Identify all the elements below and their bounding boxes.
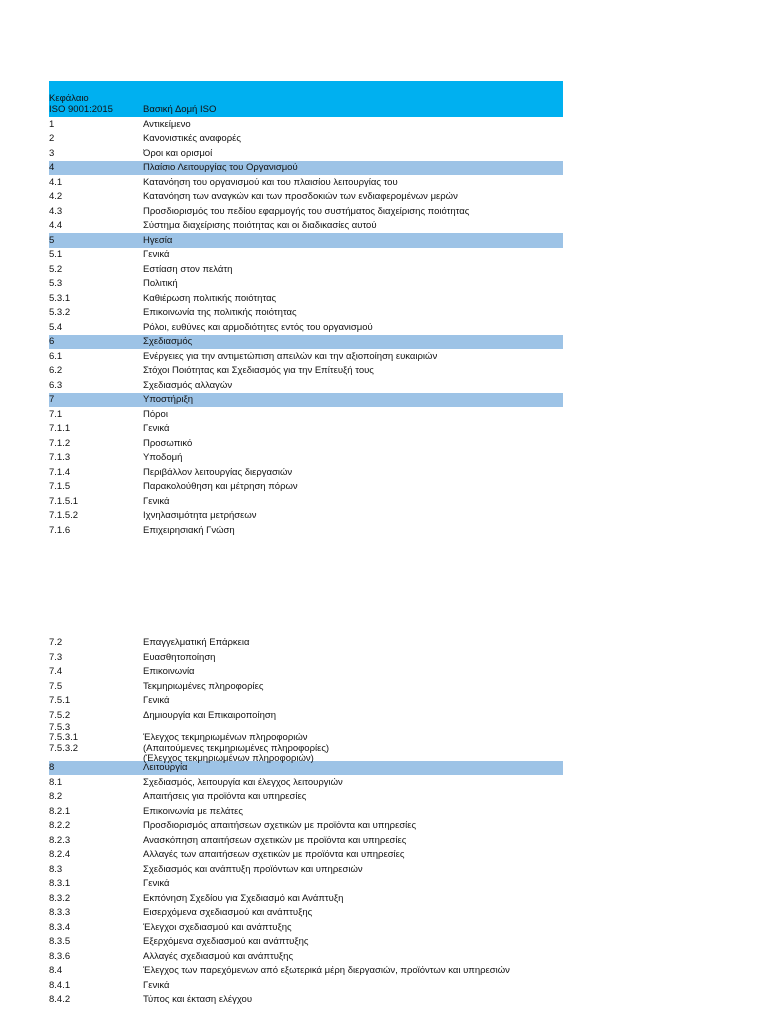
table-row (49, 993, 563, 1008)
row-text: Όροι και ορισμοί (143, 147, 213, 159)
table-row (49, 190, 563, 205)
row-number: 8.2.2 (49, 820, 71, 832)
row-number: 7.4 (49, 666, 63, 678)
table-row (49, 935, 563, 950)
row-text: Γενικά (143, 249, 170, 261)
row-text: Σύστημα διαχείρισης ποιότητας και οι διαδικασίες αυτού (143, 220, 377, 232)
row-number: 8.4 (49, 965, 63, 977)
row-number: 2 (49, 133, 55, 145)
row-text: Ενέργειες για την αντιμετώπιση απειλών και την αξιοποίηση ευκαιριών (143, 350, 438, 362)
table-row (49, 679, 563, 694)
row-number: 7.1.2 (49, 437, 71, 449)
row-text: Έλεγχος τεκμηριωμένων πληροφοριών (143, 732, 308, 743)
row-number: 7.5.2 (49, 709, 71, 721)
row-text: (Έλεγχος τεκμηριωμένων πληροφοριών) (143, 753, 314, 764)
row-text: Λειτουργία (143, 762, 188, 774)
row-text: Ρόλοι, ευθύνες και αρμοδιότητες εντός του οργανισμού (143, 321, 373, 333)
table-row (49, 636, 563, 651)
row-number: 8.2.3 (49, 834, 71, 846)
row-number: 7.1.6 (49, 524, 71, 536)
table-row (49, 862, 563, 877)
section-row (49, 393, 563, 408)
row-number: 7.1.5.1 (49, 495, 79, 507)
table-row (49, 833, 563, 848)
row-text: Επικοινωνία της πολιτικής ποιότητας (143, 307, 297, 319)
row-text: Σχεδιασμός αλλαγών (143, 379, 233, 391)
row-text: Εισερχόμενα σχεδιασμού και ανάπτυξης (143, 907, 313, 919)
row-text: Εκπόνηση Σχεδίου για Σχεδιασμό και Ανάπτυξη (143, 892, 344, 904)
section-row (49, 233, 563, 248)
row-number: 8.2.4 (49, 849, 71, 861)
table-row (49, 117, 563, 132)
row-text: Σχεδιασμός (143, 336, 193, 348)
row-number: 7.5.3 (49, 721, 71, 733)
table-row (49, 306, 563, 321)
table-row (49, 708, 563, 723)
table-row (49, 204, 563, 219)
header-structure-label: Βασική Δομή ISO (143, 104, 217, 115)
row-number: 7.1.5 (49, 481, 71, 493)
row-text: Επαγγελματική Επάρκεια (143, 637, 250, 649)
row-number: 6 (49, 336, 55, 348)
table-row (49, 175, 563, 190)
header-standard-label: ISO 9001:2015 (49, 104, 113, 115)
table-row (49, 407, 563, 422)
row-text: Σχεδιασμός και ανάπτυξη προϊόντων και υπηρεσιών (143, 863, 363, 875)
section-row (49, 335, 563, 350)
table-row (49, 949, 563, 964)
row-number: 6.3 (49, 379, 63, 391)
table-row (49, 964, 563, 979)
row-number: 8.4.2 (49, 994, 71, 1006)
row-text: Εστίαση στον πελάτη (143, 263, 233, 275)
table-row (49, 920, 563, 935)
row-text: Προσδιορισμός απαιτήσεων σχετικών με προϊόντα και υπηρεσίες (143, 820, 417, 832)
row-text: Υποδομή (143, 452, 183, 464)
section-row (49, 161, 563, 176)
row-text: Γενικά (143, 495, 170, 507)
row-text: Εξερχόμενα σχεδιασμού και ανάπτυξης (143, 936, 309, 948)
row-text: Παρακολούθηση και μέτρηση πόρων (143, 481, 298, 493)
row-number: 8.1 (49, 776, 63, 788)
table-body-part1 (49, 117, 563, 538)
row-number: 4.1 (49, 176, 63, 188)
row-text: Σχεδιασμός, λειτουργία και έλεγχος λειτουργιών (143, 776, 343, 788)
row-number: 7.1.5.2 (49, 510, 79, 522)
row-number: 5.1 (49, 249, 63, 261)
row-number: 6.1 (49, 350, 63, 362)
row-number-stack (49, 723, 143, 755)
table-row (49, 378, 563, 393)
table-row (49, 219, 563, 234)
row-number: 8.2 (49, 791, 63, 803)
row-text: Τεκμηριωμένες πληροφορίες (143, 680, 264, 692)
row-text: Ευασθητοποίηση (143, 651, 216, 663)
table-row (49, 132, 563, 147)
row-number: 8.3.6 (49, 950, 71, 962)
row-text: Καθιέρωση πολιτικής ποιότητας (143, 292, 277, 304)
table-body-part2b (49, 761, 563, 1008)
row-text: Επικοινωνία με πελάτες (143, 805, 243, 817)
iso-structure-table (49, 81, 563, 1007)
row-text: Έλεγχοι σχεδιασμού και ανάπτυξης (143, 921, 292, 933)
row-number: 4.3 (49, 205, 63, 217)
row-text: Επικοινωνία (143, 666, 195, 678)
row-text: Κατανόηση των αναγκών και των προσδοκιών των ενδιαφερομένων μερών (143, 191, 458, 203)
table-row (49, 906, 563, 921)
row-number: 7.5.1 (49, 695, 71, 707)
row-number: 7.5.3.1 (49, 732, 79, 743)
row-number: 8.4.1 (49, 979, 71, 991)
table-row (49, 364, 563, 379)
row-number: 6.2 (49, 365, 63, 377)
table-row (49, 775, 563, 790)
row-text: Γενικά (143, 423, 170, 435)
row-number: 5.3.2 (49, 307, 71, 319)
row-number: 8.3.3 (49, 907, 71, 919)
row-text: Πλαίσιο Λειτουργίας του Οργανισμού (143, 162, 298, 174)
row-text: Δημιουργία και Επικαιροποίηση (143, 709, 276, 721)
table-row (49, 422, 563, 437)
row-number: 8.3 (49, 863, 63, 875)
table-row (49, 790, 563, 805)
row-number: 7.5 (49, 680, 63, 692)
row-number: 5.3.1 (49, 292, 71, 304)
table-row (49, 694, 563, 709)
row-text: (Απαιτούμενες τεκμηριωμένες πληροφορίες) (143, 742, 330, 754)
table-row (49, 509, 563, 524)
table-row (49, 277, 563, 292)
row-number: 4 (49, 162, 55, 174)
table-row (49, 978, 563, 993)
row-number: 8.2.1 (49, 805, 71, 817)
row-text: Γενικά (143, 695, 170, 707)
row-text: Υποστήριξη (143, 394, 193, 406)
table-row (49, 349, 563, 364)
row-text: Γενικά (143, 979, 170, 991)
table-row (49, 320, 563, 335)
row-number: 8 (49, 762, 55, 774)
row-number: 4.2 (49, 191, 63, 203)
row-number: 8.3.4 (49, 921, 71, 933)
row-number: 8.3.1 (49, 878, 71, 890)
row-text: Αλλαγές των απαιτήσεων σχετικών με προϊόντα και υπηρεσίες (143, 849, 405, 861)
row-number: 5.2 (49, 263, 63, 275)
row-number: 3 (49, 147, 55, 159)
table-row (49, 465, 563, 480)
table-row (49, 804, 563, 819)
row-number: 7.1.1 (49, 423, 71, 435)
row-text-stack (143, 723, 563, 765)
table-row (49, 877, 563, 892)
table-row (49, 891, 563, 906)
table-row (49, 650, 563, 665)
table-row (49, 665, 563, 680)
row-text: Γενικά (143, 878, 170, 890)
row-text: Τύπος και έκταση ελέγχου (143, 994, 253, 1006)
row-number: 4.4 (49, 220, 63, 232)
row-number: 7.2 (49, 637, 63, 649)
row-number: 5 (49, 234, 55, 246)
row-number: 7.3 (49, 651, 63, 663)
row-number: 8.3.5 (49, 936, 71, 948)
header-chapter-column (49, 93, 113, 115)
table-body-part2a (49, 636, 563, 723)
row-text: Προσωπικό (143, 437, 193, 449)
row-number: 7 (49, 394, 55, 406)
table-row (49, 819, 563, 834)
row-text: Περιβάλλον λειτουργίας διεργασιών (143, 466, 293, 478)
row-number: 7.1.3 (49, 452, 71, 464)
row-number: 7.1 (49, 408, 63, 420)
row-text: Επιχειρησιακή Γνώση (143, 524, 235, 536)
table-row-7-5-3 (49, 721, 563, 764)
table-row (49, 523, 563, 538)
table-row (49, 494, 563, 509)
header-chapter-label: Κεφάλαιο (49, 93, 89, 104)
row-number: 8.3.2 (49, 892, 71, 904)
table-row (49, 451, 563, 466)
table-row (49, 262, 563, 277)
row-number: 5.4 (49, 321, 63, 333)
row-text: Κανονιστικές αναφορές (143, 133, 241, 145)
row-text: Ηγεσία (143, 234, 173, 246)
row-number: 7.1.4 (49, 466, 71, 478)
section-row (49, 761, 563, 776)
table-row (49, 436, 563, 451)
row-number: 5.3 (49, 278, 63, 290)
table-row (49, 146, 563, 161)
row-text: Έλεγχος των παρεχόμενων από εξωτερικά μέρη διεργασιών, προϊόντων και υπηρεσιών (143, 965, 510, 977)
row-text: Προσδιορισμός του πεδίου εφαρμογής του συστήματος διαχείρισης ποιότητας (143, 205, 470, 217)
row-text: Πολιτική (143, 278, 178, 290)
table-row (49, 248, 563, 263)
blank-gap (49, 538, 563, 636)
row-number: 1 (49, 118, 55, 130)
row-text: Ιχνηλασιμότητα μετρήσεων (143, 510, 257, 522)
row-text: Αντικείμενο (143, 118, 191, 130)
table-header (49, 81, 563, 117)
row-text: Πόροι (143, 408, 168, 420)
row-text: Απαιτήσεις για προϊόντα και υπηρεσίες (143, 791, 307, 803)
row-number: 7.5.3.2 (49, 742, 79, 754)
table-row (49, 848, 563, 863)
row-text: Στόχοι Ποιότητας και Σχεδιασμός για την Επίτευξή τους (143, 365, 374, 377)
row-text: Ανασκόπηση απαιτήσεων σχετικών με προϊόντα και υπηρεσίες (143, 834, 407, 846)
row-text: Αλλαγές σχεδιασμού και ανάπτυξης (143, 950, 294, 962)
table-row (49, 291, 563, 306)
row-text: Κατανόηση του οργανισμού και του πλαισίου λειτουργίας του (143, 176, 398, 188)
table-row (49, 480, 563, 495)
